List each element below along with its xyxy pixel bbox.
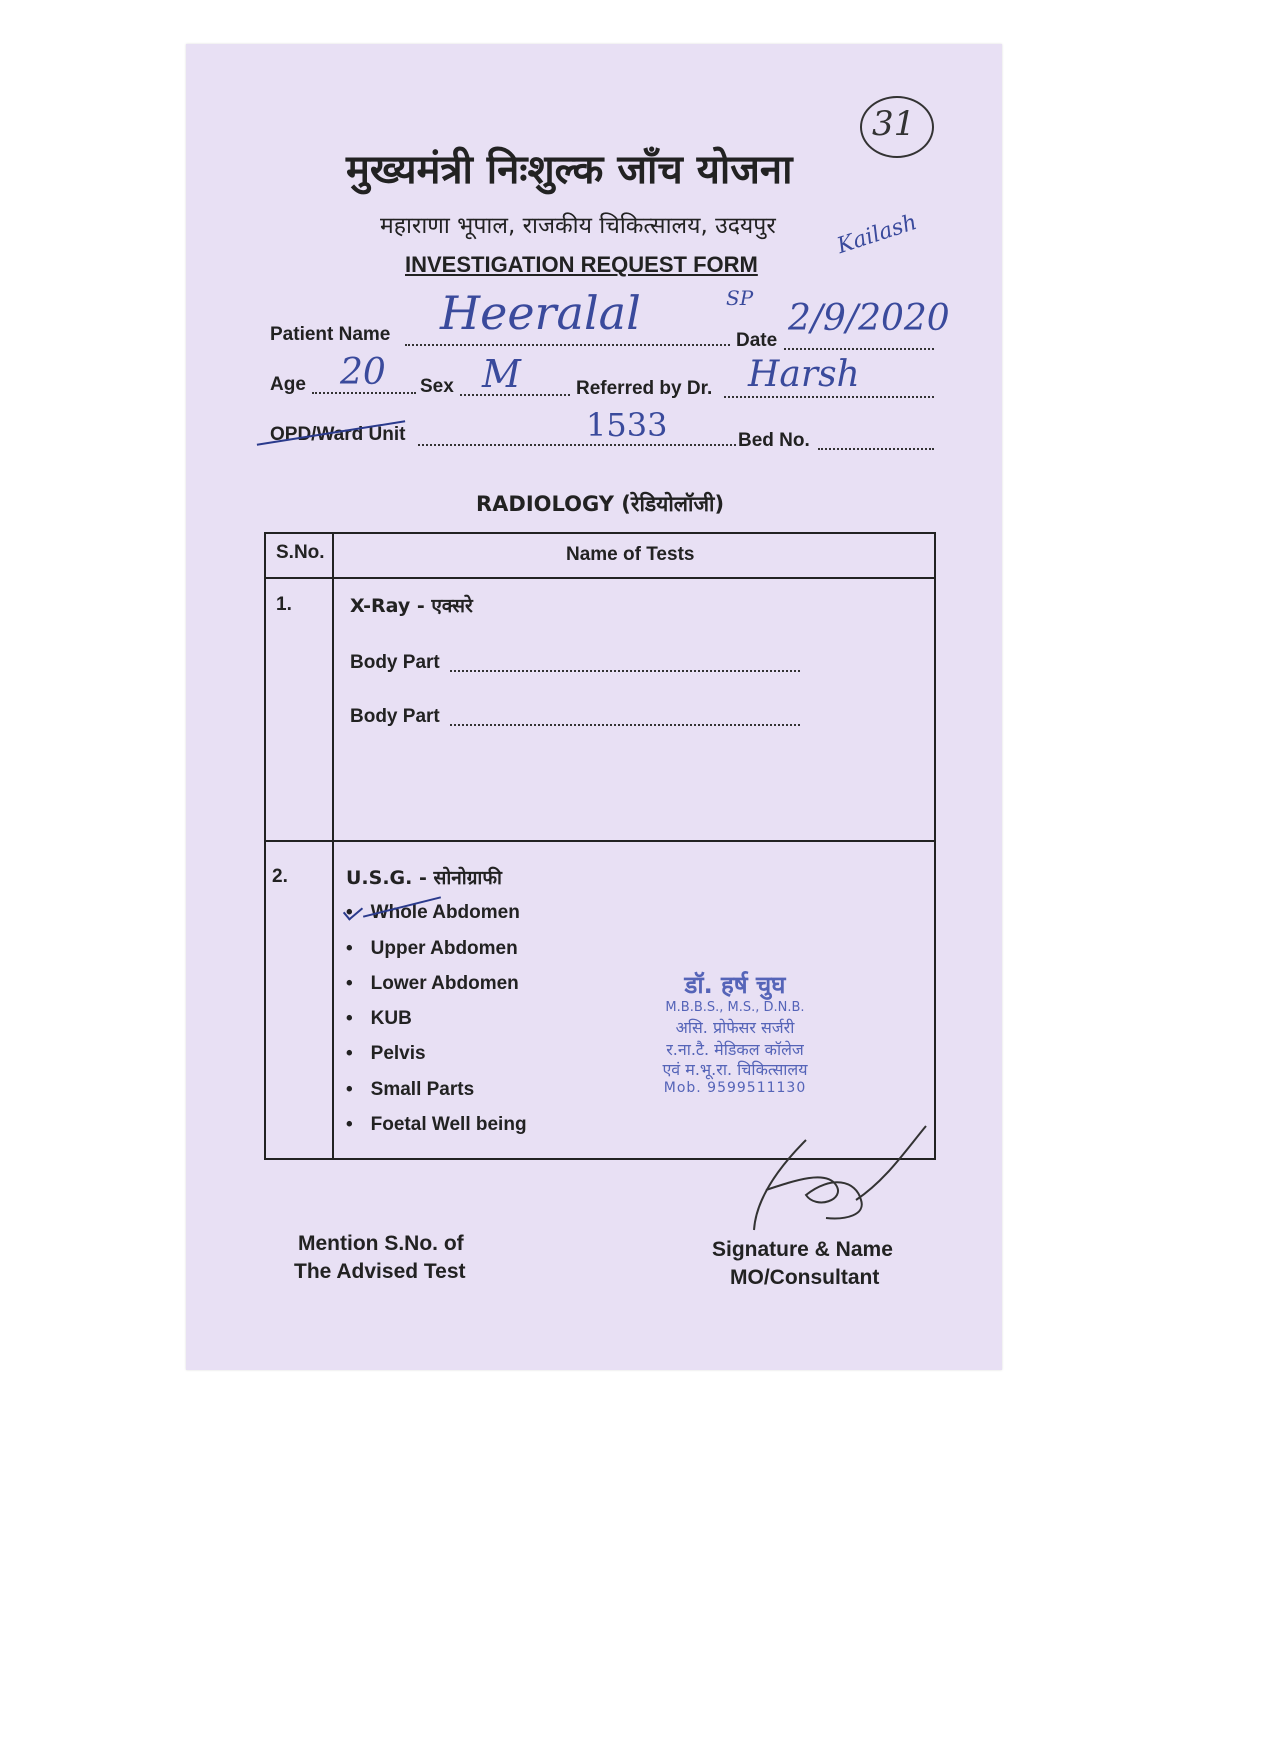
stamp-mobile: Mob. 9599511130 <box>663 1080 807 1096</box>
usg-item-foetal-well-being[interactable]: • Foetal Well being <box>346 1114 527 1136</box>
age-value: 20 <box>340 352 386 393</box>
stamp-college: र.ना.टै. मेडिकल कॉलेज <box>666 1040 804 1059</box>
table-header-rule <box>264 577 936 579</box>
sex-label: Sex <box>420 376 454 397</box>
referred-label: Referred by Dr. <box>576 378 713 399</box>
date-value: 2/9/2020 <box>788 298 950 339</box>
usg-item-whole-abdomen[interactable]: • Whole Abdomen <box>346 902 520 924</box>
sex-value: M <box>482 352 521 396</box>
form-title: INVESTIGATION REQUEST FORM <box>405 252 758 277</box>
age-label: Age <box>270 374 306 395</box>
opd-value: 1533 <box>586 406 668 444</box>
patient-name-value: Heeralal <box>440 286 641 340</box>
form-number: 31 <box>872 104 916 144</box>
body-part-field-1[interactable] <box>450 658 800 672</box>
stamp-hospital: एवं म.भू.रा. चिकित्सालय <box>662 1060 808 1079</box>
signature-scribble <box>736 1120 936 1240</box>
stamp-doctor-name: डॉ. हर्ष चुघ <box>684 971 786 999</box>
xray-title: X-Ray - एक्सरे <box>350 595 473 617</box>
stamp-designation: असि. प्रोफेसर सर्जरी <box>675 1018 795 1037</box>
section-title: RADIOLOGY (रेडियोलॉजी) <box>476 492 725 516</box>
stamp-degrees: M.B.B.S., M.S., D.N.B. <box>665 1000 805 1015</box>
opd-field[interactable] <box>418 432 736 446</box>
footer-right-line2: MO/Consultant <box>730 1266 880 1289</box>
referred-value: Harsh <box>748 354 860 395</box>
usg-item-small-parts[interactable]: • Small Parts <box>346 1079 474 1101</box>
bed-label: Bed No. <box>738 430 810 451</box>
col-name-header: Name of Tests <box>566 544 695 565</box>
footer-right-line1: Signature & Name <box>712 1238 893 1261</box>
opd-label: OPD/Ward Unit <box>270 424 406 445</box>
usg-item-pelvis[interactable]: • Pelvis <box>346 1043 426 1065</box>
row1-sno: 1. <box>276 594 292 615</box>
body-part-field-2[interactable] <box>450 712 800 726</box>
footer-left-line1: Mention S.No. of <box>298 1232 464 1255</box>
date-label: Date <box>736 330 778 351</box>
date-annotation: SP <box>726 286 754 310</box>
patient-name-label: Patient Name <box>270 324 391 345</box>
col-sno-header: S.No. <box>276 542 325 563</box>
body-part-label-1: Body Part <box>350 652 440 673</box>
body-part-label-2: Body Part <box>350 706 440 727</box>
annotation-kailash: Kailash <box>834 209 921 260</box>
scheme-title: मुख्यमंत्री निःशुल्क जाँच योजना <box>346 147 793 193</box>
usg-item-kub[interactable]: • KUB <box>346 1008 412 1030</box>
table-divider-vertical <box>332 532 334 1160</box>
hospital-name: महाराणा भूपाल, राजकीय चिकित्सालय, उदयपुर <box>380 213 776 239</box>
table-row-rule <box>264 840 936 842</box>
footer-left-line2: The Advised Test <box>294 1260 466 1283</box>
bed-field[interactable] <box>818 436 934 450</box>
usg-title: U.S.G. - सोनोग्राफी <box>346 867 502 889</box>
row2-sno: 2. <box>272 866 288 887</box>
usg-item-lower-abdomen[interactable]: • Lower Abdomen <box>346 973 519 995</box>
usg-item-upper-abdomen[interactable]: • Upper Abdomen <box>346 938 518 960</box>
